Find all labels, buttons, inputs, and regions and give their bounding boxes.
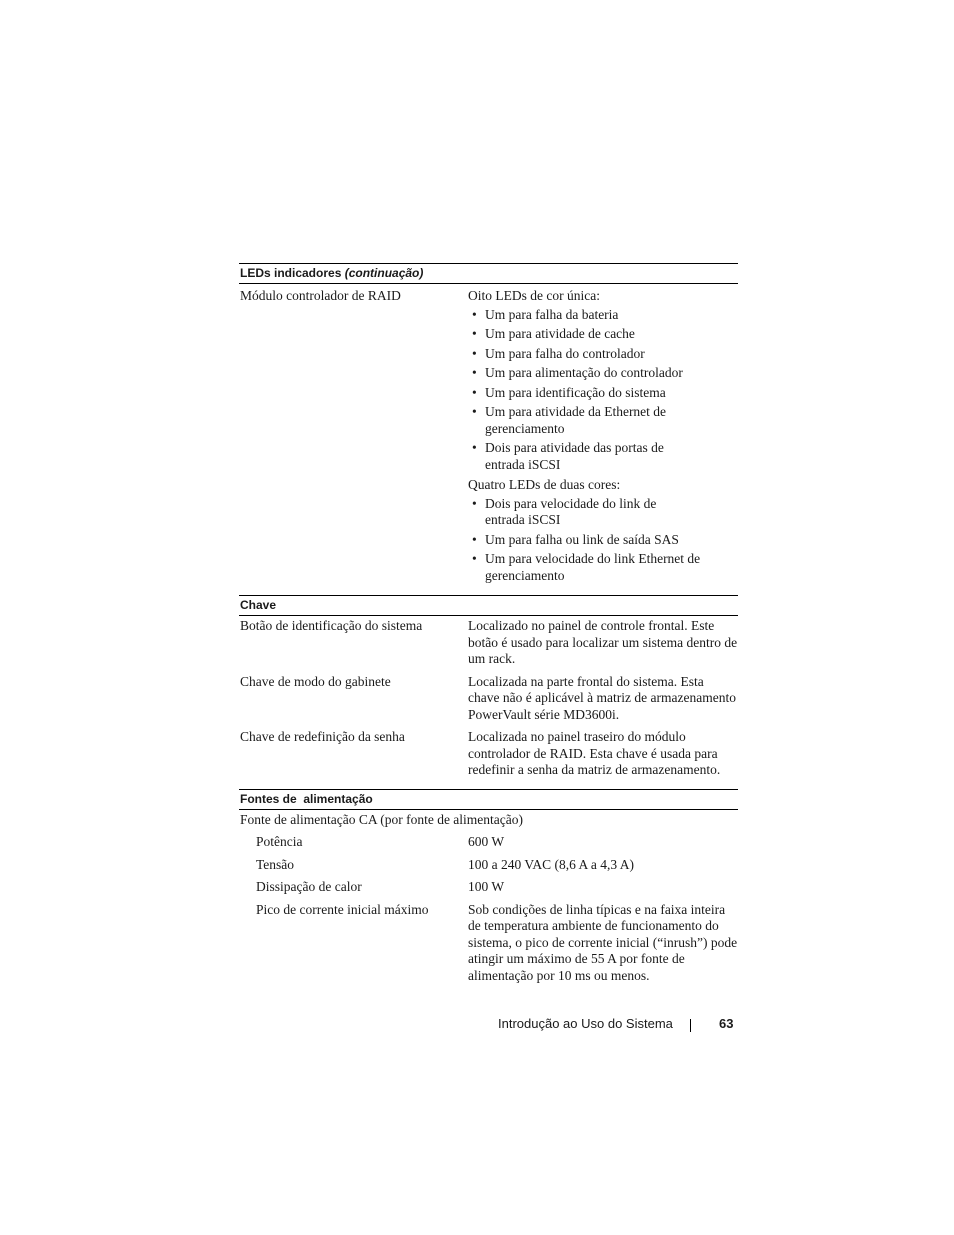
row-label: Dissipação de calor xyxy=(256,879,362,894)
list-item: • Um para falha do controlador xyxy=(468,346,738,363)
list-item: • Um para falha ou link de saída SAS xyxy=(468,532,738,549)
section-heading-leds xyxy=(239,263,738,284)
table-row xyxy=(239,723,738,789)
row-label: Módulo controlador de RAID xyxy=(240,288,401,303)
table-row xyxy=(239,851,738,874)
row-value: Localizada no painel traseiro do módulo controlador de RAID. Esta chave é usada para redefinir a senha da matriz de armazenamento. xyxy=(468,729,721,777)
led-list-dual xyxy=(468,496,738,585)
row-label: Chave de redefinição da senha xyxy=(240,729,405,744)
row-label: Potência xyxy=(256,834,303,849)
row-label: Chave de modo do gabinete xyxy=(240,673,391,689)
led-intro-single: Oito LEDs de cor única: xyxy=(468,288,600,303)
footer-chapter-title: Introdução ao Uso do Sistema xyxy=(498,1016,673,1031)
row-value: 100 W xyxy=(468,879,505,894)
row-value: Localizado no painel de controle frontal. Este botão é usado para localizar um sistema dentro de um rack. xyxy=(468,618,738,666)
list-item: • Dois para atividade das portas de entrada iSCSI xyxy=(468,440,685,473)
row-label: Botão de identificação do sistema xyxy=(240,618,423,633)
spec-table xyxy=(239,263,738,984)
row-value xyxy=(468,288,738,587)
section-heading-fontes xyxy=(239,789,738,810)
table-row xyxy=(239,896,738,985)
section-heading-text: LEDs indicadores xyxy=(240,266,342,280)
list-item: • Dois para velocidade do link de entrada iSCSI xyxy=(468,496,675,529)
row-value: 600 W xyxy=(468,834,505,849)
list-item: • Um para velocidade do link Ethernet de gerenciamento xyxy=(468,551,710,584)
list-item: • Um para atividade da Ethernet de gerenciamento xyxy=(468,404,675,437)
led-list-single xyxy=(468,307,738,474)
list-item: • Um para falha da bateria xyxy=(468,307,738,324)
page-number: 63 xyxy=(719,1016,734,1031)
led-intro-dual: Quatro LEDs de duas cores: xyxy=(468,477,621,492)
row-value: Sob condições de linha típicas e na faixa inteira de temperatura ambiente de funcionamento do sistema, o pico de corrente inicial (“inrush”) pode atingir um máximo de 55 A por fonte de alimentação por 10 ms ou menos. xyxy=(468,901,738,983)
section-heading-text: Chave xyxy=(240,598,277,612)
row-label: Tensão xyxy=(256,856,295,872)
table-row xyxy=(239,873,738,896)
section-heading-continuation: (continuação) xyxy=(344,266,424,280)
table-row xyxy=(239,668,738,724)
list-item: • Um para alimentação do controlador xyxy=(468,365,738,382)
row-value: Localizada na parte frontal do sistema. Esta chave não é aplicável à matriz de armazenamento PowerVault série MD3600i. xyxy=(468,673,736,722)
subsection-heading: Fonte de alimentação CA (por fonte de alimentação) xyxy=(240,811,524,827)
footer-divider xyxy=(690,1019,691,1032)
row-value: 100 a 240 VAC (8,6 A a 4,3 A) xyxy=(468,856,635,872)
table-row xyxy=(239,616,738,668)
table-row xyxy=(239,828,738,851)
list-item: • Um para identificação do sistema xyxy=(468,385,738,402)
list-item: • Um para atividade de cache xyxy=(468,326,738,343)
row-label: Pico de corrente inicial máximo xyxy=(256,901,429,917)
section-heading-chave xyxy=(239,595,738,616)
table-row xyxy=(239,284,738,595)
section-heading-text: Fontes de alimentação xyxy=(240,791,373,806)
